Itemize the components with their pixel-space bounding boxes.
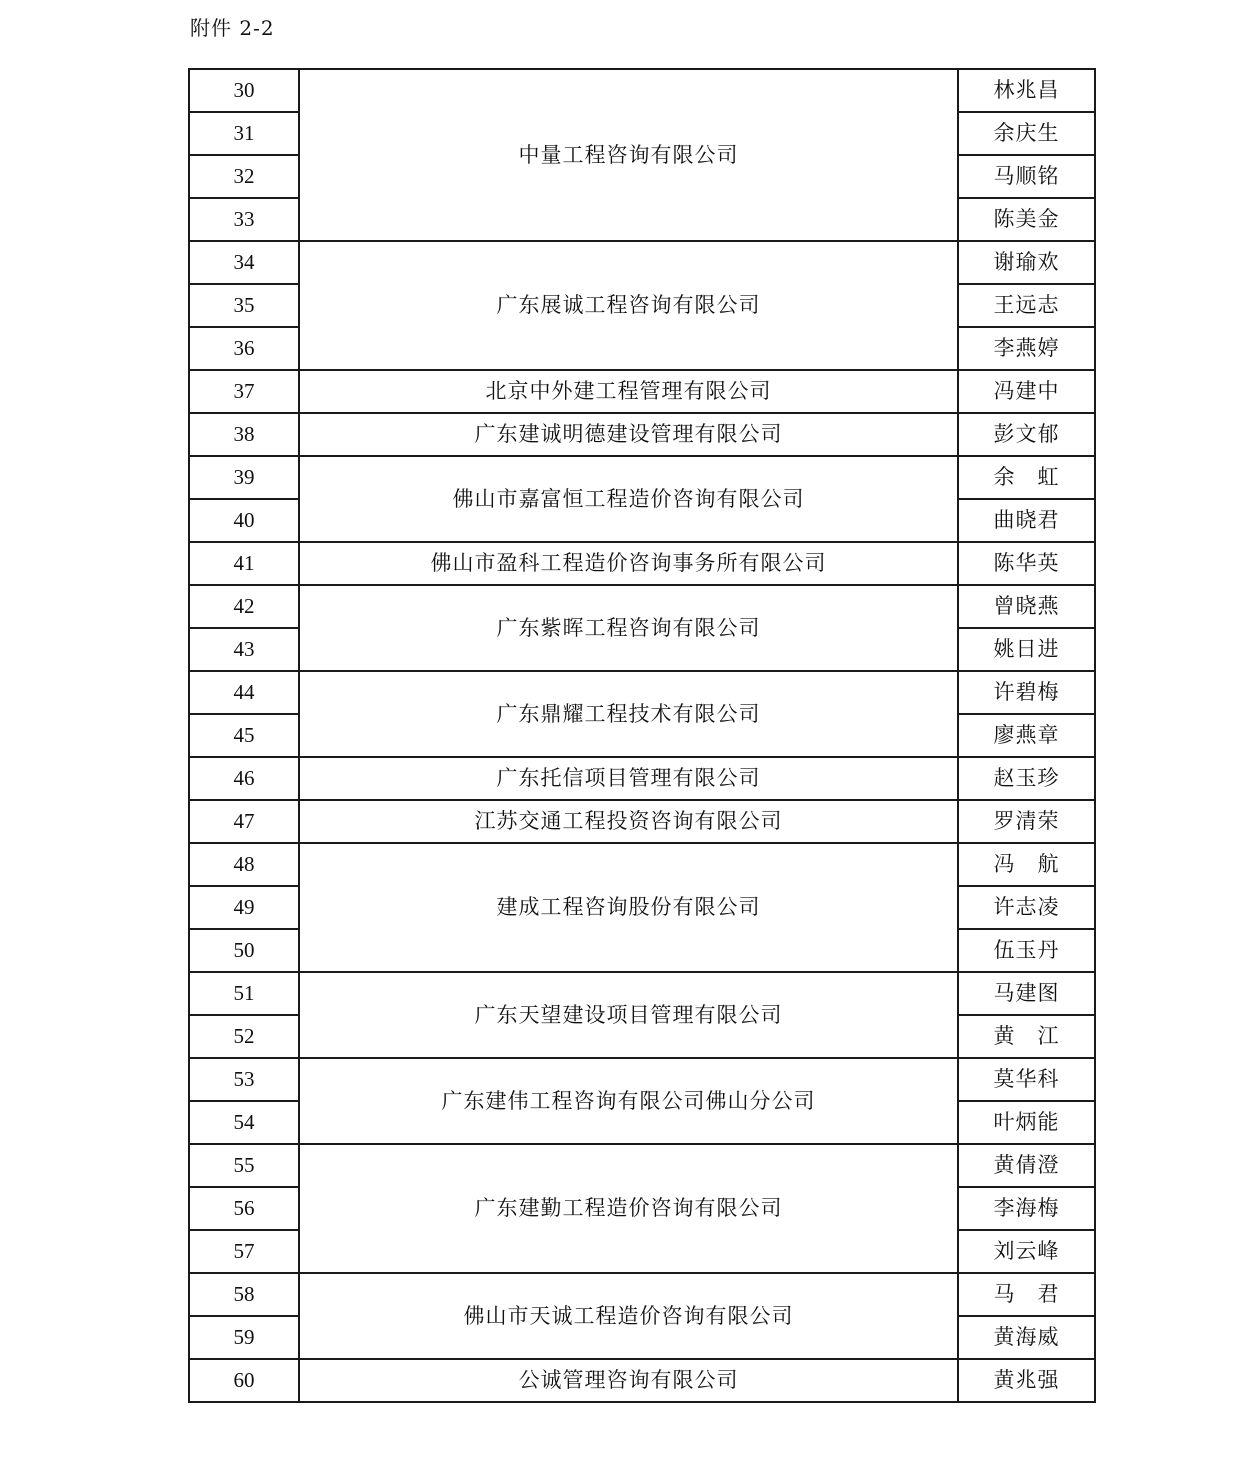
person-name: 曾晓燕 [958,585,1095,628]
person-name: 陈华英 [958,542,1095,585]
row-number: 36 [189,327,299,370]
person-name: 刘云峰 [958,1230,1095,1273]
person-name: 廖燕章 [958,714,1095,757]
table-row [189,1273,1095,1316]
table-row [189,542,1095,585]
row-number: 44 [189,671,299,714]
row-number: 51 [189,972,299,1015]
person-name: 李海梅 [958,1187,1095,1230]
person-name: 许志凌 [958,886,1095,929]
person-name: 余 虹 [958,456,1095,499]
row-number: 55 [189,1144,299,1187]
company-name: 佛山市盈科工程造价咨询事务所有限公司 [299,542,958,585]
company-name: 北京中外建工程管理有限公司 [299,370,958,413]
row-number: 48 [189,843,299,886]
company-name: 广东鼎耀工程技术有限公司 [299,671,958,757]
person-name: 许碧梅 [958,671,1095,714]
row-number: 52 [189,1015,299,1058]
row-number: 38 [189,413,299,456]
row-number: 57 [189,1230,299,1273]
row-number: 37 [189,370,299,413]
person-name: 彭文郁 [958,413,1095,456]
row-number: 50 [189,929,299,972]
table-row [189,370,1095,413]
attachment-label: 附件 2-2 [190,16,275,40]
row-number: 34 [189,241,299,284]
person-name: 谢瑜欢 [958,241,1095,284]
row-number: 45 [189,714,299,757]
person-name: 黄兆强 [958,1359,1095,1402]
row-number: 33 [189,198,299,241]
person-name: 马建图 [958,972,1095,1015]
row-number: 58 [189,1273,299,1316]
person-name: 黄海威 [958,1316,1095,1359]
company-name: 广东紫晖工程咨询有限公司 [299,585,958,671]
company-name: 广东天望建设项目管理有限公司 [299,972,958,1058]
company-name: 佛山市天诚工程造价咨询有限公司 [299,1273,958,1359]
row-number: 30 [189,69,299,112]
row-number: 59 [189,1316,299,1359]
person-name: 曲晓君 [958,499,1095,542]
company-name: 广东建诚明德建设管理有限公司 [299,413,958,456]
company-name: 江苏交通工程投资咨询有限公司 [299,800,958,843]
row-number: 35 [189,284,299,327]
table-row [189,585,1095,628]
roster-table [188,68,1096,1403]
table-row [189,456,1095,499]
company-name: 广东建勤工程造价咨询有限公司 [299,1144,958,1273]
table-row [189,69,1095,112]
person-name: 林兆昌 [958,69,1095,112]
person-name: 黄 江 [958,1015,1095,1058]
row-number: 39 [189,456,299,499]
person-name: 陈美金 [958,198,1095,241]
table-row [189,972,1095,1015]
row-number: 47 [189,800,299,843]
person-name: 姚日进 [958,628,1095,671]
person-name: 黄倩澄 [958,1144,1095,1187]
row-number: 43 [189,628,299,671]
row-number: 40 [189,499,299,542]
row-number: 53 [189,1058,299,1101]
table-row [189,671,1095,714]
person-name: 赵玉珍 [958,757,1095,800]
table-row [189,413,1095,456]
table-row [189,1144,1095,1187]
company-name: 建成工程咨询股份有限公司 [299,843,958,972]
table-row [189,241,1095,284]
table-row [189,1359,1095,1402]
company-name: 广东展诚工程咨询有限公司 [299,241,958,370]
person-name: 马 君 [958,1273,1095,1316]
roster-body [189,69,1095,1402]
table-row [189,800,1095,843]
person-name: 马顺铭 [958,155,1095,198]
table-row [189,757,1095,800]
row-number: 31 [189,112,299,155]
person-name: 冯 航 [958,843,1095,886]
person-name: 李燕婷 [958,327,1095,370]
person-name: 罗清荣 [958,800,1095,843]
row-number: 46 [189,757,299,800]
person-name: 王远志 [958,284,1095,327]
table-row [189,843,1095,886]
person-name: 伍玉丹 [958,929,1095,972]
company-name: 广东托信项目管理有限公司 [299,757,958,800]
table-row [189,1058,1095,1101]
company-name: 公诚管理咨询有限公司 [299,1359,958,1402]
row-number: 54 [189,1101,299,1144]
row-number: 49 [189,886,299,929]
row-number: 42 [189,585,299,628]
person-name: 莫华科 [958,1058,1095,1101]
row-number: 41 [189,542,299,585]
row-number: 32 [189,155,299,198]
company-name: 中量工程咨询有限公司 [299,69,958,241]
person-name: 叶炳能 [958,1101,1095,1144]
company-name: 广东建伟工程咨询有限公司佛山分公司 [299,1058,958,1144]
person-name: 冯建中 [958,370,1095,413]
person-name: 余庆生 [958,112,1095,155]
row-number: 60 [189,1359,299,1402]
row-number: 56 [189,1187,299,1230]
company-name: 佛山市嘉富恒工程造价咨询有限公司 [299,456,958,542]
